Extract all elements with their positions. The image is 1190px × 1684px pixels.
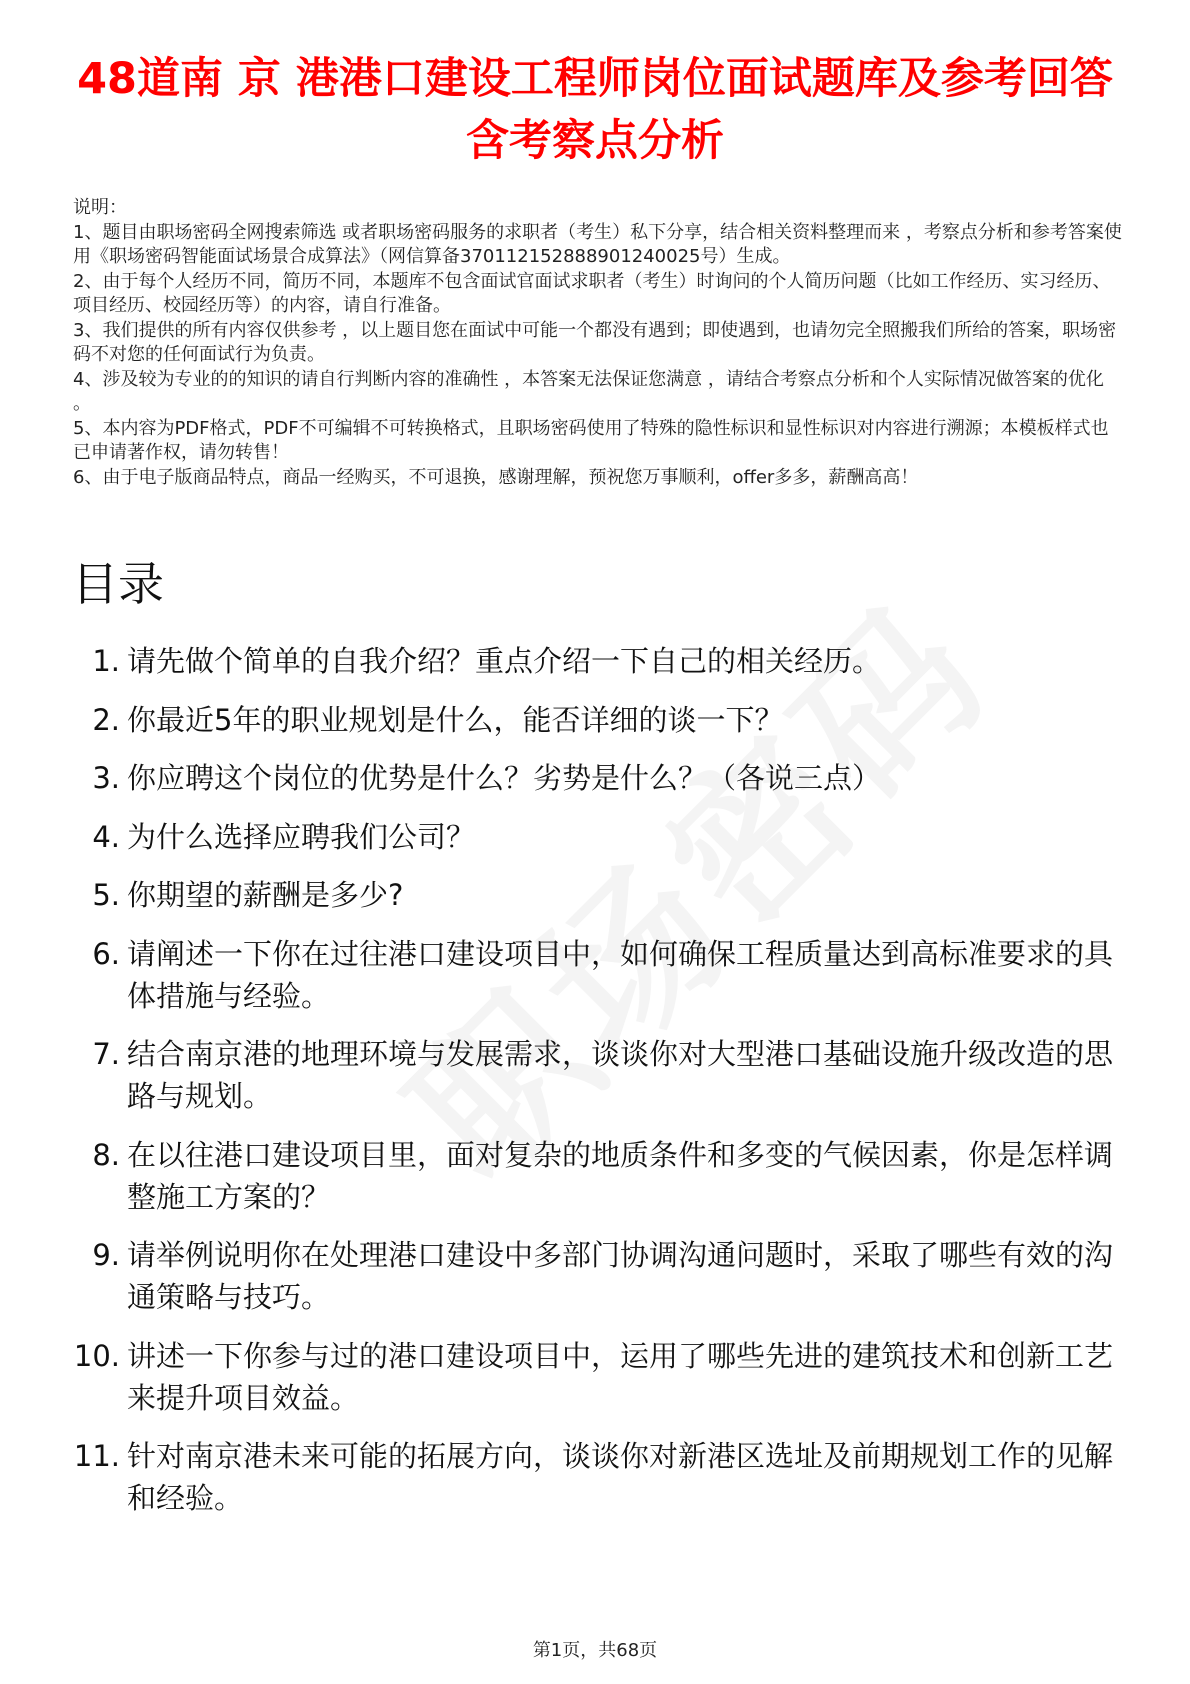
toc-item-number: 1. [92,644,120,678]
toc-item-number: 5. [92,878,120,912]
toc-item-number: 8. [92,1137,120,1172]
toc-item[interactable] [72,640,1122,682]
toc-item-number: 2. [92,702,120,737]
toc-item-number: 11. [73,1439,120,1473]
toc-item-number: 3. [92,761,120,795]
note-item: 5、本内容为PDF格式，PDF不可编辑不可转换格式，且职场密码使用了特殊的隐性标识和显性标识对内容进行溯源；本模板样式也已申请著作权，请勿转售！ [73,417,1109,463]
document-title: 48道南 京 港港口建设工程师岗位面试题库及参考回答含考察点分析 [77,54,1113,166]
toc-item[interactable] [72,1335,1122,1419]
toc-item-number: 9. [92,1238,120,1272]
toc-item[interactable] [72,699,1122,741]
note-item: 1、题目由职场密码全网搜索筛选 或者职场密码服务的求职者（考生）私下分享，结合相关资料整理而来 ，考察点分析和参考答案使用《职场密码智能面试场景合成算法》（网信算备370112152888901240025号）生成。 [73,221,1122,267]
toc-item[interactable] [72,1033,1122,1117]
toc-item-number: 4. [92,819,120,854]
toc-item[interactable] [72,933,1122,1017]
toc-item[interactable] [72,1435,1122,1519]
toc-item[interactable] [72,816,1122,858]
toc-item-text: 针对南京港未来可能的拓展方向，谈谈你对新港区选址及前期规划工作的见解和经验。 [127,1439,1114,1515]
toc-item[interactable] [72,1234,1122,1318]
toc-item-text: 你期望的薪酬是多少? [127,878,404,912]
toc-item-text: 讲述一下你参与过的港口建设项目中，运用了哪些先进的建筑技术和创新工艺来提升项目效益。 [127,1338,1114,1415]
page-footer: 第1页，共68页 [532,1640,658,1661]
toc-item-number: 10. [73,1338,120,1373]
note-item: 2、由于每个人经历不同，简历不同，本题库不包含面试官面试求职者（考生）时询问的个人简历问题（比如工作经历、实习经历、项目经历、校园经历等）的内容，请自行准备。 [73,270,1111,316]
note-item: 4、涉及较为专业的的知识的请自行判断内容的准确性 ，本答案无法保证您满意 ，请结合考察点分析和个人实际情况做答案的优化 。 [73,368,1104,414]
toc-item-number: 7. [92,1037,120,1071]
toc-item-text: 请举例说明你在处理港口建设中多部门协调沟通问题时，采取了哪些有效的沟通策略与技巧。 [127,1238,1114,1314]
toc-item[interactable] [72,1134,1122,1218]
toc-item-text: 为什么选择应聘我们公司？ [127,819,476,854]
toc-list [72,640,1122,1536]
toc-item-text: 你最近5年的职业规划是什么，能否详细的谈一下？ [127,702,784,737]
toc-item-text: 请先做个简单的自我介绍？重点介绍一下自己的相关经历。 [127,644,882,678]
toc-item-number: 6. [92,936,120,971]
note-item: 6、由于电子版商品特点，商品一经购买，不可退换，感谢理解，预祝您万事顺利，offer多多，薪酬高高！ [73,466,919,488]
toc-item-text: 在以往港口建设项目里，面对复杂的地质条件和多变的气候因素，你是怎样调整施工方案的？ [127,1137,1114,1214]
toc-item[interactable] [72,757,1122,799]
toc-item-text: 请阐述一下你在过往港口建设项目中，如何确保工程质量达到高标准要求的具体措施与经验。 [127,936,1114,1013]
toc-item-text: 结合南京港的地理环境与发展需求，谈谈你对大型港口基础设施升级改造的思路与规划。 [127,1037,1114,1113]
notes-label: 说明： [73,197,127,218]
toc-heading: 目录 [72,557,164,611]
toc-item-text: 你应聘这个岗位的优势是什么？劣势是什么？（各说三点） [127,761,882,795]
notes-section [73,196,1123,490]
toc-item[interactable] [72,874,1122,916]
note-item: 3、我们提供的所有内容仅供参考 ，以上题目您在面试中可能一个都没有遇到；即使遇到，也请勿完全照搬我们所给的答案，职场密码不对您的任何面试行为负责。 [73,319,1117,365]
